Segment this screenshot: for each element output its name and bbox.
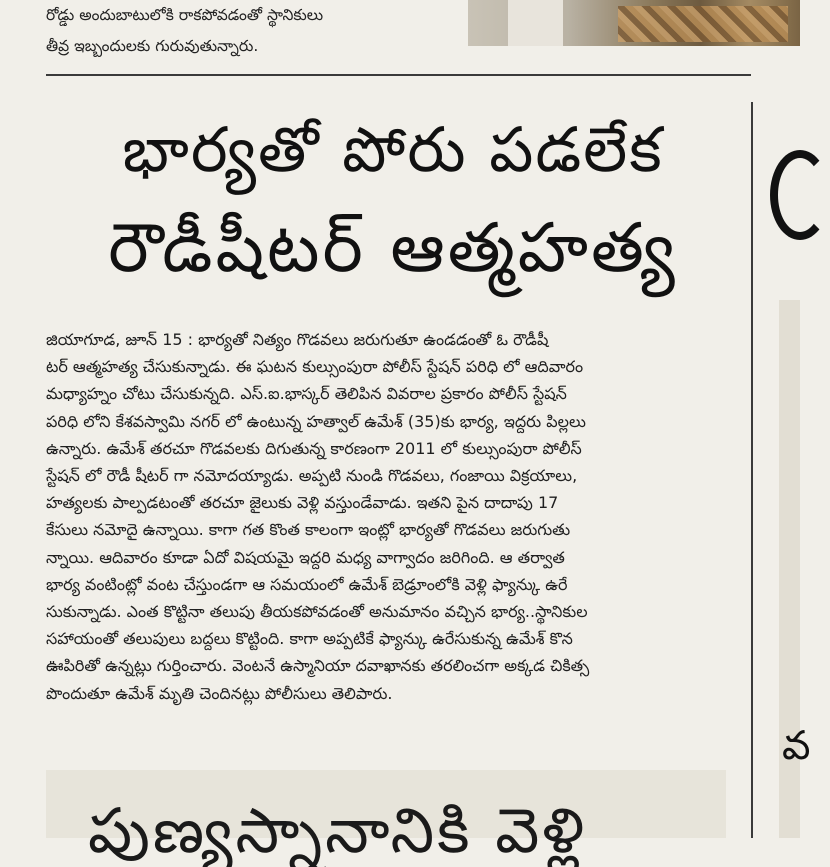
news-photo: [468, 0, 800, 46]
side-column-headline-fragment: [770, 150, 830, 240]
column-divider: [751, 102, 753, 838]
previous-article-line: రోడ్డు అందుబాటులోకి రాకపోవడంతో స్థానికులు: [46, 6, 324, 24]
previous-article-line: తీవ్ర ఇబ్బందులకు గురువుతున్నారు.: [46, 37, 259, 55]
body-line: న్నాయి. ఆదివారం కూడా ఏదో విషయమై ఇద్దరి మధ్య వాగ్వాదం జరిగింది. ఆ తర్వాత: [46, 547, 565, 567]
body-line: సహాయంతో తలుపులు బద్దలు కొట్టింది. కాగా అప్పటికే ఫ్యాన్కు ఉరేసుకున్న ఉమేశ్ కొన: [46, 629, 573, 649]
body-line: టర్ ఆత్మహత్య చేసుకున్నాడు. ఈ ఘటన కుల్సుంపురా పోలీస్ స్టేషన్ పరిధి లో ఆదివారం: [46, 357, 584, 377]
next-article-headline: పుణ్యస్నానానికి వెళ్లి: [88, 794, 588, 867]
body-line: పరిధి లోని కేశవస్వామి నగర్ లో ఉంటున్న హత్వాల్ ఉమేశ్ (35)కు భార్య, ఇద్దరు పిల్లలు: [46, 411, 586, 431]
side-column-glyph: వ: [782, 723, 811, 769]
body-line: జియాగూడ, జూన్ 15 : భార్యతో నిత్యం గొడవలు జరుగుతూ ఉండడంతో ఓ రౌడీషీ: [46, 330, 549, 349]
body-line: ఊపిరితో ఉన్నట్లు గుర్తించారు. వెంటనే ఉస్మానియా దవాఖానకు తరలించగా అక్కడ చికిత్స: [46, 656, 590, 676]
photo-region: [508, 0, 563, 46]
photo-region: [618, 6, 788, 42]
body-line: సుకున్నాడు. ఎంత కొట్టినా తలుపు తీయకపోవడంతో అనుమానం వచ్చిన భార్య..స్థానికుల: [46, 602, 588, 622]
body-line: మధ్యాహ్నం చోటు చేసుకున్నది. ఎస్.ఐ.భాస్కర్ తెలిపిన వివరాల ప్రకారం పోలీస్ స్టేషన్: [46, 384, 567, 404]
body-line: స్టేషన్ లో రౌడీ షీటర్ గా నమోదయ్యాడు. అప్పటి నుండి గొడవలు, గంజాయి విక్రయాలు,: [46, 466, 578, 486]
body-line: పొందుతూ ఉమేశ్ మృతి చెందినట్లు పోలీసులు తెలిపారు.: [46, 683, 393, 703]
article-headline: [46, 104, 740, 302]
body-line: కేసులు నమోదై ఉన్నాయి. కాగా గత కొంత కాలంగా ఇంట్లో భార్యతో గొడవలు జరుగుతు: [46, 520, 571, 540]
body-line: హత్యలకు పాల్పడటంతో తరచూ జైలుకు వెళ్లి వస్తుండేవాడు. ఇతని పైన దాదాపు 17: [46, 493, 559, 513]
previous-article-text: [46, 0, 456, 62]
body-line: భార్య వంటింట్లో వంట చేస్తుండగా ఆ సమయంలో ఉమేశ్ బెడ్రూంలోకి వెళ్లి ఫ్యాన్కు ఉరే: [46, 574, 568, 594]
next-article-box: [46, 770, 726, 867]
headline-line-1: భార్యతో పోరు పడలేక: [122, 113, 664, 186]
section-divider: [46, 74, 751, 76]
headline-line-2: రౌడీషీటర్ ఆత్మహత్య: [108, 209, 678, 288]
article-body: [46, 326, 726, 707]
body-line: ఉన్నారు. ఉమేశ్ తరచూ గొడవలకు దిగుతున్న కారణంగా 2011 లో కుల్సుంపురా పోలీస్: [46, 438, 582, 458]
